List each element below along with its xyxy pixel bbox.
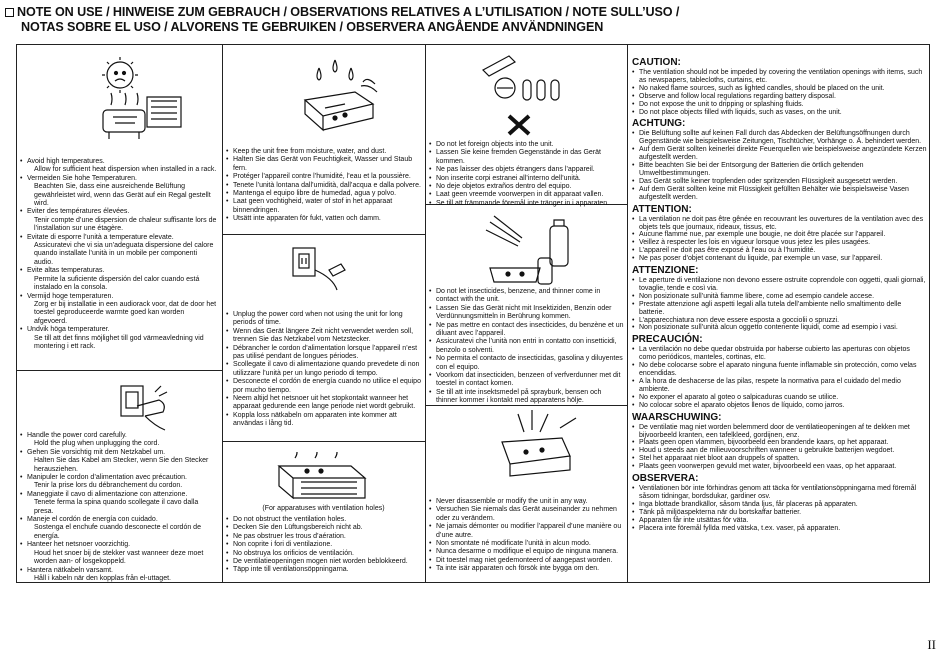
list-item: • Se till att inte insektsmedel på sprayburk, bensen och thinner kommer i kontakt med apparatens hölje. bbox=[429, 389, 624, 406]
section-heading: ATTENZIONE: bbox=[632, 265, 699, 277]
list-item bbox=[20, 449, 218, 474]
note-text: Manipuler le cordon d’alimentation avec précaution. bbox=[27, 474, 187, 482]
note-detail: Tenete ferma la spina quando scollegate il cavo dalla presa. bbox=[34, 499, 199, 515]
list-item: • Dit toestel mag niet gedemonteerd of aangepast worden. bbox=[429, 557, 624, 565]
foreign-object-notes bbox=[429, 141, 624, 208]
list-item: • Die Belüftung sollte auf keinen Fall durch das Abdecken der Belüftungsöffnungen durch Gegenstände wie beispielsweise Zeitungen, Tischtücher, Vorhänge o. Ä. behindert werden. bbox=[632, 130, 928, 146]
section-heading: CAUTION: bbox=[632, 57, 681, 68]
list-item: • Utsätt inte apparaten för fukt, vatten och damm. bbox=[226, 215, 422, 223]
note-text: Vermijd hoge temperaturen. bbox=[27, 292, 114, 300]
page-number: II bbox=[927, 637, 936, 652]
list-item: • Auf dem Gerät sollten keine mit Flüssigkeit gefüllten Behälter wie beispielsweise Vasen aufgestellt werden. bbox=[632, 186, 928, 202]
caution-warnings bbox=[632, 55, 928, 533]
moisture-notes bbox=[226, 148, 422, 224]
note-detail: Assicuratevi che vi sia un’adeguata dispersione del calore quando installate l’unità in un mobile per componenti audio. bbox=[34, 242, 214, 266]
list-item: • Voorkom dat insecticiden, benzeen of verfverdunner met dit toestel in contact komen. bbox=[429, 372, 624, 389]
list-item: • La ventilación no debe quedar obstruida por haberse cubierto las aperturas con objetos como periódicos, manteles, cortinas, etc. bbox=[632, 346, 928, 362]
list-item: • Apparaten får inte utsättas för väta. bbox=[632, 517, 928, 525]
list-item bbox=[20, 267, 218, 292]
title-line-2: NOTAS SOBRE EL USO / ALVORENS TE GEBRUIKEN / OBSERVERA ANGÅENDE ANVÄNDNINGEN bbox=[21, 20, 604, 34]
note-detail: Allow for sufficient heat dispersion when installed in a rack. bbox=[34, 166, 217, 174]
high-temperature-notes bbox=[20, 158, 218, 351]
list-item: • Stel het apparaat niet bloot aan druppels of spatten. bbox=[632, 455, 928, 463]
list-item: • Non coprite i fori di ventilazione. bbox=[226, 541, 422, 549]
water-drops-icon bbox=[285, 56, 385, 146]
row-divider bbox=[222, 441, 425, 442]
list-item bbox=[20, 474, 218, 491]
checkbox-square-icon bbox=[5, 8, 14, 17]
list-item bbox=[20, 234, 218, 268]
list-item: • De ventilatieopeningen mogen niet worden beblokkeerd. bbox=[226, 558, 422, 566]
list-item: • Ne pas obstruer les trous d’aération. bbox=[226, 533, 422, 541]
note-text: Gehen Sie vorsichtig mit dem Netzkabel um. bbox=[27, 448, 166, 456]
list-item: • Do not let insecticides, benzene, and thinner come in contact with the unit. bbox=[429, 288, 624, 305]
note-detail: Håll i kabeln när den kopplas från el-uttaget. bbox=[34, 574, 171, 582]
list-item: • Débrancher le cordon d’alimentation lorsque l’appareil n’est pas utilisé pendant de longues périodes. bbox=[226, 345, 422, 362]
list-item: • Ne pas mettre en contact des insecticides, du benzène et un diluant avec l’appareil. bbox=[429, 322, 624, 339]
list-item: • De ventilatie mag niet worden belemmerd door de ventilatieopeningen af te dekken met bijvoorbeeld kranten, een tafelkleed, gordijnen, enz. bbox=[632, 424, 928, 440]
unplug-hand-icon bbox=[115, 380, 175, 440]
ventilation-caption: (For apparatuses with ventilation holes) bbox=[262, 505, 385, 512]
list-item: • Keep the unit free from moisture, water, and dust. bbox=[226, 148, 422, 156]
list-item: • Prestate attenzione agli aspetti legali alla tutela dell’ambiente nello smaltimento delle batterie. bbox=[632, 301, 928, 317]
list-item bbox=[20, 326, 218, 351]
note-text: Maneggiate il cavo di alimentazione con attenzione. bbox=[27, 490, 188, 498]
column-divider bbox=[627, 44, 628, 583]
list-item: • Non posizionate sull’unità alcun oggetto contenente liquidi, come ad esempio i vasi. bbox=[632, 324, 928, 332]
list-item: • Plaats geen open vlammen, bijvoorbeeld een brandende kaars, op het apparaat. bbox=[632, 439, 928, 447]
section-heading: ATTENTION: bbox=[632, 203, 692, 215]
list-item: • Do not let foreign objects into the unit. bbox=[429, 141, 624, 149]
list-item: • Halten Sie das Gerät von Feuchtigkeit, Wasser und Staub fern. bbox=[226, 156, 422, 173]
list-item bbox=[20, 293, 218, 327]
list-item: • Auf dem Gerät sollten keinerlei direkte Feuerquellen wie beispielsweise angezündete Kerzen aufgestellt werden. bbox=[632, 146, 928, 162]
list-item: • Unplug the power cord when not using the unit for long periods of time. bbox=[226, 311, 422, 328]
section-heading: PRECAUCIÓN: bbox=[632, 334, 703, 346]
list-item bbox=[20, 567, 218, 584]
list-item: • No deje objetos extraños dentro del equipo. bbox=[429, 183, 624, 191]
list-item: • Houd u steeds aan de milieuvoorschriften wanneer u gebruikte batterijen wegdoet. bbox=[632, 447, 928, 455]
section-list bbox=[632, 69, 928, 116]
row-divider bbox=[16, 370, 222, 371]
list-item: • Mantenga el equipo libre de humedad, agua y polvo. bbox=[226, 190, 422, 198]
list-item: • Do not place objects filled with liquids, such as vases, on the unit. bbox=[632, 109, 928, 117]
list-item: • Das Gerät sollte keiner tropfenden oder spritzenden Flüssigkeit ausgesetzt werden. bbox=[632, 178, 928, 186]
list-item: • Tänk på miljöaspekterna när du bortskaffar batterier. bbox=[632, 509, 928, 517]
list-item bbox=[20, 158, 218, 175]
list-item: • A la hora de deshacerse de las pilas, respete la normativa para el cuidado del medio ambiente. bbox=[632, 378, 928, 394]
list-item: • L’apparecchiatura non deve essere esposta a gocciolii o spruzzi. bbox=[632, 317, 928, 325]
title-line-1: NOTE ON USE / HINWEISE ZUM GEBRAUCH / OBSERVATIONS RELATIVES A L’UTILISATION / NOTE SULL’USO / bbox=[17, 5, 680, 19]
note-detail: Permite la suficiente dispersión del calor cuando está instalado en la consola. bbox=[34, 275, 200, 292]
section-list bbox=[632, 485, 928, 532]
list-item: • Placera inte föremål fyllda med vätska, t.ex. vaser, på apparaten. bbox=[632, 525, 928, 533]
list-item: • Veillez à respecter les lois en vigueur lorsque vous jetez les piles usagées. bbox=[632, 239, 928, 247]
list-item: • No permita el contacto de insecticidas, gasolina y diluyentes con el equipo. bbox=[429, 355, 624, 372]
list-item: • Versuchen Sie niemals das Gerät auseinander zu nehmen oder zu verändern. bbox=[429, 506, 624, 523]
note-text: Maneje el cordón de energía con cuidado. bbox=[27, 516, 158, 524]
list-item: • Aucune flamme nue, par exemple une bougie, ne doit être placée sur l’appareil. bbox=[632, 231, 928, 239]
list-item: • Do not obstruct the ventilation holes. bbox=[226, 516, 422, 524]
insecticide-notes bbox=[429, 288, 624, 406]
disassemble-tools-icon bbox=[490, 408, 580, 488]
list-item bbox=[20, 516, 218, 541]
page-title bbox=[5, 5, 925, 35]
list-item: • Wenn das Gerät längere Zeit nicht verwendet werden soll, trennen Sie das Netzkabel vom Netzstecker. bbox=[226, 328, 422, 345]
list-item: • Laat geen vreemde voorwerpen in dit apparaat vallen. bbox=[429, 191, 624, 199]
note-text: Handle the power cord carefully. bbox=[27, 432, 127, 439]
note-text: Undvik höga temperaturer. bbox=[27, 326, 110, 334]
list-item: • Neem altijd het netsnoer uit het stopkontakt wanneer het apparaat gedurende een lange periode niet wordt gebruikt. bbox=[226, 395, 422, 412]
foreign-object-coins-icon bbox=[475, 52, 575, 142]
note-detail: Zorg er bij installatie in een audiorack voor, dat de door het toestel geproduceerde warmte goed kan worden afgevoerd. bbox=[34, 300, 217, 325]
list-item: • No exponer el aparato al goteo o salpicaduras cuando se utilice. bbox=[632, 394, 928, 402]
unplug-notes bbox=[226, 311, 422, 429]
list-item: • Assicuratevi che l’unità non entri in contatto con insetticidi, benzolo o solventi. bbox=[429, 338, 624, 355]
list-item: • Never disassemble or modify the unit in any way. bbox=[429, 498, 624, 506]
list-item: • No debe colocarse sobre el aparato ninguna fuente inflamable sin protección, como velas encendidas. bbox=[632, 362, 928, 378]
section-heading: WAARSCHUWING: bbox=[632, 411, 722, 423]
list-item: • Non smontate né modificate l’unità in alcun modo. bbox=[429, 540, 624, 548]
section-heading: OBSERVERA: bbox=[632, 473, 699, 485]
section-heading: ACHTUNG: bbox=[632, 118, 686, 130]
section-list bbox=[632, 216, 928, 263]
note-text: Hanteer het netsnoer voorzichtig. bbox=[27, 541, 131, 549]
list-item: • Se till att främmande föremål inte tränger in i apparaten. bbox=[429, 200, 624, 208]
note-text: Eviter des températures élevées. bbox=[27, 208, 130, 216]
note-detail: Tenir la prise lors du débranchement du cordon. bbox=[34, 482, 183, 490]
list-item: • Ne jamais démonter ou modifier l’appareil d’une manière ou d’une autre. bbox=[429, 523, 624, 540]
ventilation-notes bbox=[226, 516, 422, 575]
list-item: • Bitte beachten Sie bei der Entsorgung der Batterien die örtlich geltenden Umweltbestimmungen. bbox=[632, 162, 928, 178]
list-item: • Ventilationen bör inte förhindras genom att täcka för ventilationsöppningarna med föremål såsom tidningar, bordsdukar, gardiner osv. bbox=[632, 485, 928, 501]
note-detail: Beachten Sie, dass eine ausreichende Belüftung gewährleistet wird, wenn das Gerät auf ein Regal gestellt wird. bbox=[34, 183, 211, 208]
list-item: • Lassen Sie keine fremden Gegenstände in das Gerät kommen. bbox=[429, 149, 624, 166]
list-item: • Desconecte el cordón de energía cuando no utilice el equipo por mucho tiempo. bbox=[226, 378, 422, 395]
list-item: • Koppla loss nätkabeln om apparaten inte kommer att användas i lång tid. bbox=[226, 412, 422, 429]
list-item bbox=[20, 432, 218, 449]
note-text: Vermeiden Sie hohe Temperaturen. bbox=[27, 174, 137, 182]
column-divider bbox=[222, 44, 223, 583]
list-item: • Tenete l’unità lontana dall’umidità, dall’acqua e dalla polvere. bbox=[226, 182, 422, 190]
list-item: • Ne pas laisser des objets étrangers dans l’appareil. bbox=[429, 166, 624, 174]
list-item: • No naked flame sources, such as lighted candles, should be placed on the unit. bbox=[632, 85, 928, 93]
note-text: Avoid high temperatures. bbox=[27, 158, 105, 165]
list-item: • No obstruya los orificios de ventilación. bbox=[226, 550, 422, 558]
note-detail: Halten Sie das Kabel am Stecker, wenn Sie den Stecker herausziehen. bbox=[34, 457, 209, 473]
disassemble-notes bbox=[429, 498, 624, 574]
list-item bbox=[20, 541, 218, 566]
ventilation-unit-icon bbox=[265, 452, 375, 504]
note-detail: Tenir compte d’une dispersion de chaleur suffisante lors de l’installation sur une étagère. bbox=[34, 216, 217, 233]
list-item: • Protéger l’appareil contre l’humidité, l’eau et la poussière. bbox=[226, 173, 422, 181]
list-item: • No colocar sobre el aparato objetos llenos de líquido, como jarros. bbox=[632, 402, 928, 410]
list-item: • Non posizionate sull’unità fiamme libere, come ad esempio candele accese. bbox=[632, 293, 928, 301]
list-item: • Täpp inte till ventilationsöppningarna. bbox=[226, 566, 422, 574]
list-item: • Observe and follow local regulations regarding battery disposal. bbox=[632, 93, 928, 101]
power-cord-notes bbox=[20, 432, 218, 583]
spray-can-icon bbox=[480, 212, 590, 292]
note-text: Evitate di esporre l’unità a temperature elevate. bbox=[27, 233, 174, 241]
list-item bbox=[20, 208, 218, 233]
list-item: • Laat geen vochtigheid, water of stof in het apparaat binnendringen. bbox=[226, 198, 422, 215]
column-divider bbox=[425, 44, 426, 583]
list-item: • Non inserite corpi estranei all’interno dell’unità. bbox=[429, 175, 624, 183]
list-item: • The ventilation should not be impeded by covering the ventilation openings with items, such as newspapers, tablecloths, curtains, etc. bbox=[632, 69, 928, 85]
list-item: • Ne pas poser d’objet contenant du liquide, par exemple un vase, sur l’appareil. bbox=[632, 255, 928, 263]
section-list bbox=[632, 130, 928, 201]
list-item bbox=[20, 175, 218, 209]
list-item: • L’appareil ne doit pas être exposé à l’eau ou à l’humidité. bbox=[632, 247, 928, 255]
list-item bbox=[20, 491, 218, 516]
note-detail: Sostenga el enchufe cuando desconecte el cordón de energía. bbox=[34, 524, 201, 540]
list-item: • Lassen Sie das Gerät nicht mit Insektiziden, Benzin oder Verdünnungsmitteln in Berührung kommen. bbox=[429, 305, 624, 322]
list-item: • Le aperture di ventilazione non devono essere ostruite coprendole con oggetti, quali giornali, tovaglie, tende e così via. bbox=[632, 277, 928, 293]
list-item: • La ventilation ne doit pas être gênée en recouvrant les ouvertures de la ventilation avec des objets tels que journaux, rideaux, tissus, etc. bbox=[632, 216, 928, 232]
note-text: Hantera nätkabeln varsamt. bbox=[27, 566, 113, 574]
list-item: • Inga blottade brandkällor, såsom tända ljus, får placeras på apparaten. bbox=[632, 501, 928, 509]
row-divider bbox=[222, 234, 425, 235]
note-text: Evite altas temperaturas. bbox=[27, 267, 105, 275]
list-item: • Do not expose the unit to dripping or splashing fluids. bbox=[632, 101, 928, 109]
list-item: • Decken Sie den Lüftungsbereich nicht ab. bbox=[226, 524, 422, 532]
sun-heat-icon bbox=[85, 55, 185, 155]
list-item: • Plaats geen voorwerpen gevuld met water, bijvoorbeeld een vaas, op het apparaat. bbox=[632, 463, 928, 471]
power-outlet-icon bbox=[285, 240, 355, 300]
note-detail: Houd het snoer bij de stekker vast wanneer deze moet worden aan- of losgekoppeld. bbox=[34, 549, 204, 566]
section-list bbox=[632, 277, 928, 332]
note-detail: Hold the plug when unplugging the cord. bbox=[34, 440, 160, 448]
section-list bbox=[632, 424, 928, 471]
note-detail: Se till att det finns möjlighet till god värmeavledning vid montering i ett rack. bbox=[34, 334, 204, 350]
list-item: • Ta inte isär apparaten och försök inte bygga om den. bbox=[429, 565, 624, 573]
list-item: • Nunca desarme o modifique el equipo de ninguna manera. bbox=[429, 548, 624, 556]
list-item: • Scollegate il cavo di alimentazione quando prevedete di non utilizzare l’unità per un lungo periodo di tempo. bbox=[226, 361, 422, 378]
section-list bbox=[632, 346, 928, 409]
